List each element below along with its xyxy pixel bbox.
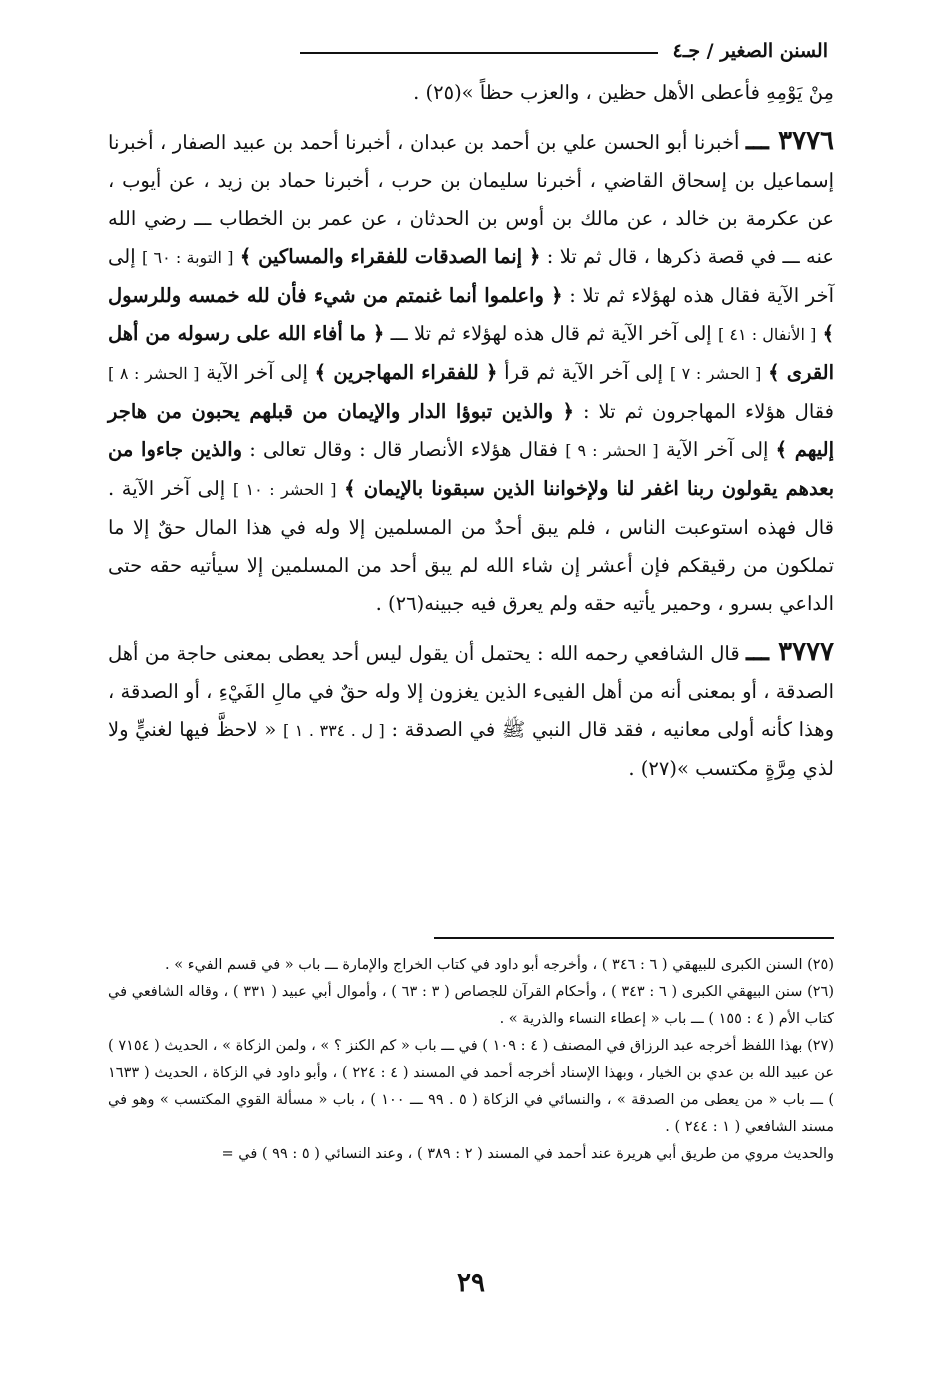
page-number: ٢٩ xyxy=(457,1268,485,1298)
continuation-text: مِنْ يَوْمِهِ فأعطى الأهل حظين ، والعزب حظاً »(٢٥) . xyxy=(413,81,834,104)
footnote-27: (٢٧) بهذا اللفظ أخرجه عبد الرزاق في المصنف ( ٤ : ١٠٩ ) في ـــ باب « كم الكنز ؟ » ، ولمن الزكاة » ، الحديث ( ٧١٥٤ ) عن عبيد الله بن عدي بن الخيار ، وبهذا الإسناد أخرجه أحمد في المسند ( ٤ : ٢٢٤ ) ، وأبو داود في الزكاة ، الحديث ( ١٦٣٣ ) ـــ باب « من يعطى من الصدقة » ، والنسائي في الزكاة ( ٥ . ٩٩ ـــ ١٠٠ ) ، باب « مسألة القوي المكتسب » وهو في مسند الشافعي ( ١ : ٢٤٤ ) . xyxy=(108,1038,834,1135)
quran-verse: ﴿ والذين تبوؤا الدار والإيمان من قبلهم يحبون من هاجر إليهم ﴾ xyxy=(108,400,835,461)
entry-number: ٣٧٧٦ ـــ xyxy=(745,126,835,156)
hadith-text: إلى آخر الآية xyxy=(665,438,769,461)
verse-reference: [ التوبة : ٦٠ ] xyxy=(141,248,234,267)
hadith-text: إلى آخر الآية فقال هذه لهؤلاء ثم تلا : xyxy=(108,245,835,307)
hadith-quote: « لاحظَّ فيها لغنيٍّ ولا لذي مِرَّةٍ مكتسب »(٢٧) . xyxy=(108,718,834,780)
verse-reference: [ الحشر : ١٠ ] xyxy=(232,480,337,499)
verse-reference: [ الحشر : ٩ ] xyxy=(565,441,659,460)
footnotes xyxy=(108,952,834,1168)
hadith-text: فقال هؤلاء الأنصار قال : وقال تعالى : xyxy=(249,438,559,461)
continuation-paragraph xyxy=(108,74,834,112)
header-title: السنن الصغير / جـ٤ xyxy=(672,40,828,62)
quran-verse: ﴿ واعلموا أنما غنمتم من شيء فأن لله خمسه وللرسول ﴾ xyxy=(108,284,835,345)
quran-verse: ﴿ إنما الصدقات للفقراء والمساكين ﴾ xyxy=(239,245,541,268)
hadith-text: إلى آخر الآية . قال فهذه استوعبت الناس ، فلم يبق أحدٌ من المسلمين إلا وله في هذا المال حقٌ إلا ما تملكون من رقيقكم فإن أعشر إن شاء الله لم يبق أحد من المسلمين إلا سيأتيه حقه حتى الداعي بسرو ، وحمير يأتيه حقه ولم يعرق فيه جبينه(٢٦) . xyxy=(108,477,834,615)
manuscript-reference: [ ل . ٣٣٤ . ١ ] xyxy=(282,721,385,740)
isnad-text: أخبرنا أبو الحسن علي بن أحمد بن عبدان ، أخبرنا أحمد بن عبيد الصفار ، أخبرنا إسماعيل بن إسحاق القاضي ، أخبرنا سليمان بن حرب ، أخبرنا حماد بن زيد ، عن أيوب ، عن عكرمة بن خالد ، عن مالك بن أوس بن الحدثان ، عن عمر بن الخطاب ـــ رضي الله عنه ـــ في قصة ذكرها ، قال ثم تلا : xyxy=(108,131,835,268)
verse-reference: [ الأنفال : ٤١ ] xyxy=(718,325,817,344)
footnote-25: (٢٥) السنن الكبرى للبيهقي ( ٦ : ٣٤٦ ) ، وأخرجه أبو داود في كتاب الخراج والإمارة ـــ باب « في قسم الفيء » . xyxy=(165,957,834,973)
quran-verse: ﴿ للفقراء المهاجرين ﴾ xyxy=(314,361,498,384)
footnote-26: (٢٦) سنن البيهقي الكبرى ( ٦ : ٣٤٣ ) ، وأحكام القرآن للجصاص ( ٣ : ٦٣ ) ، وأموال أبي عبيد ( ٣٣١ ) ، وقاله الشافعي في كتاب الأم ( ٤ : ١٥٥ ) ـــ باب « إعطاء النساء والذرية » . xyxy=(108,984,835,1027)
footnote-continuation: والحديث مروي من طريق أبي هريرة عند أحمد في المسند ( ٢ : ٣٨٩ ) ، وعند النسائي ( ٥ : ٩٩ ) في = xyxy=(221,1146,834,1162)
hadith-text: فقال هؤلاء المهاجرون ثم تلا : xyxy=(582,400,834,423)
hadith-text: إلى آخر الآية xyxy=(206,361,308,384)
hadith-entry-3777 xyxy=(108,633,834,788)
hadith-entry-3776 xyxy=(108,122,834,623)
quran-verse: والذين جاءوا من بعدهم يقولون ربنا اغفر لنا ولإخواننا الذين سبقونا بالإيمان ﴾ xyxy=(108,438,835,500)
footnote-divider xyxy=(434,937,834,939)
verse-reference: [ الحشر : ٨ ] xyxy=(108,364,200,383)
running-header xyxy=(300,34,828,66)
main-text xyxy=(108,74,834,798)
hadith-text: إلى آخر الآية ثم قرأ xyxy=(504,361,664,384)
quran-verse: ﴿ ما أفاء الله على رسوله من أهل القرى ﴾ xyxy=(108,322,835,384)
hadith-text: إلى آخر الآية ثم قال هذه لهؤلاء ثم تلا ـــ xyxy=(390,322,712,345)
header-rule xyxy=(300,52,658,54)
verse-reference: [ الحشر : ٧ ] xyxy=(669,364,762,383)
commentary-text: قال الشافعي رحمه الله : يحتمل أن يقول ليس أحد يعطى بمعنى حاجة من أهل الصدقة ، أو بمعنى أنه من أهل الفيىء الذين يغزون إلا وله حقٌ في مالِ الفَيْءِ ، أو الصدقة ، وهذا كأنه أولى معانيه ، فقد قال النبي ﷺ في الصدقة : xyxy=(108,642,834,741)
entry-number: ٣٧٧٧ ـــ xyxy=(746,637,835,667)
